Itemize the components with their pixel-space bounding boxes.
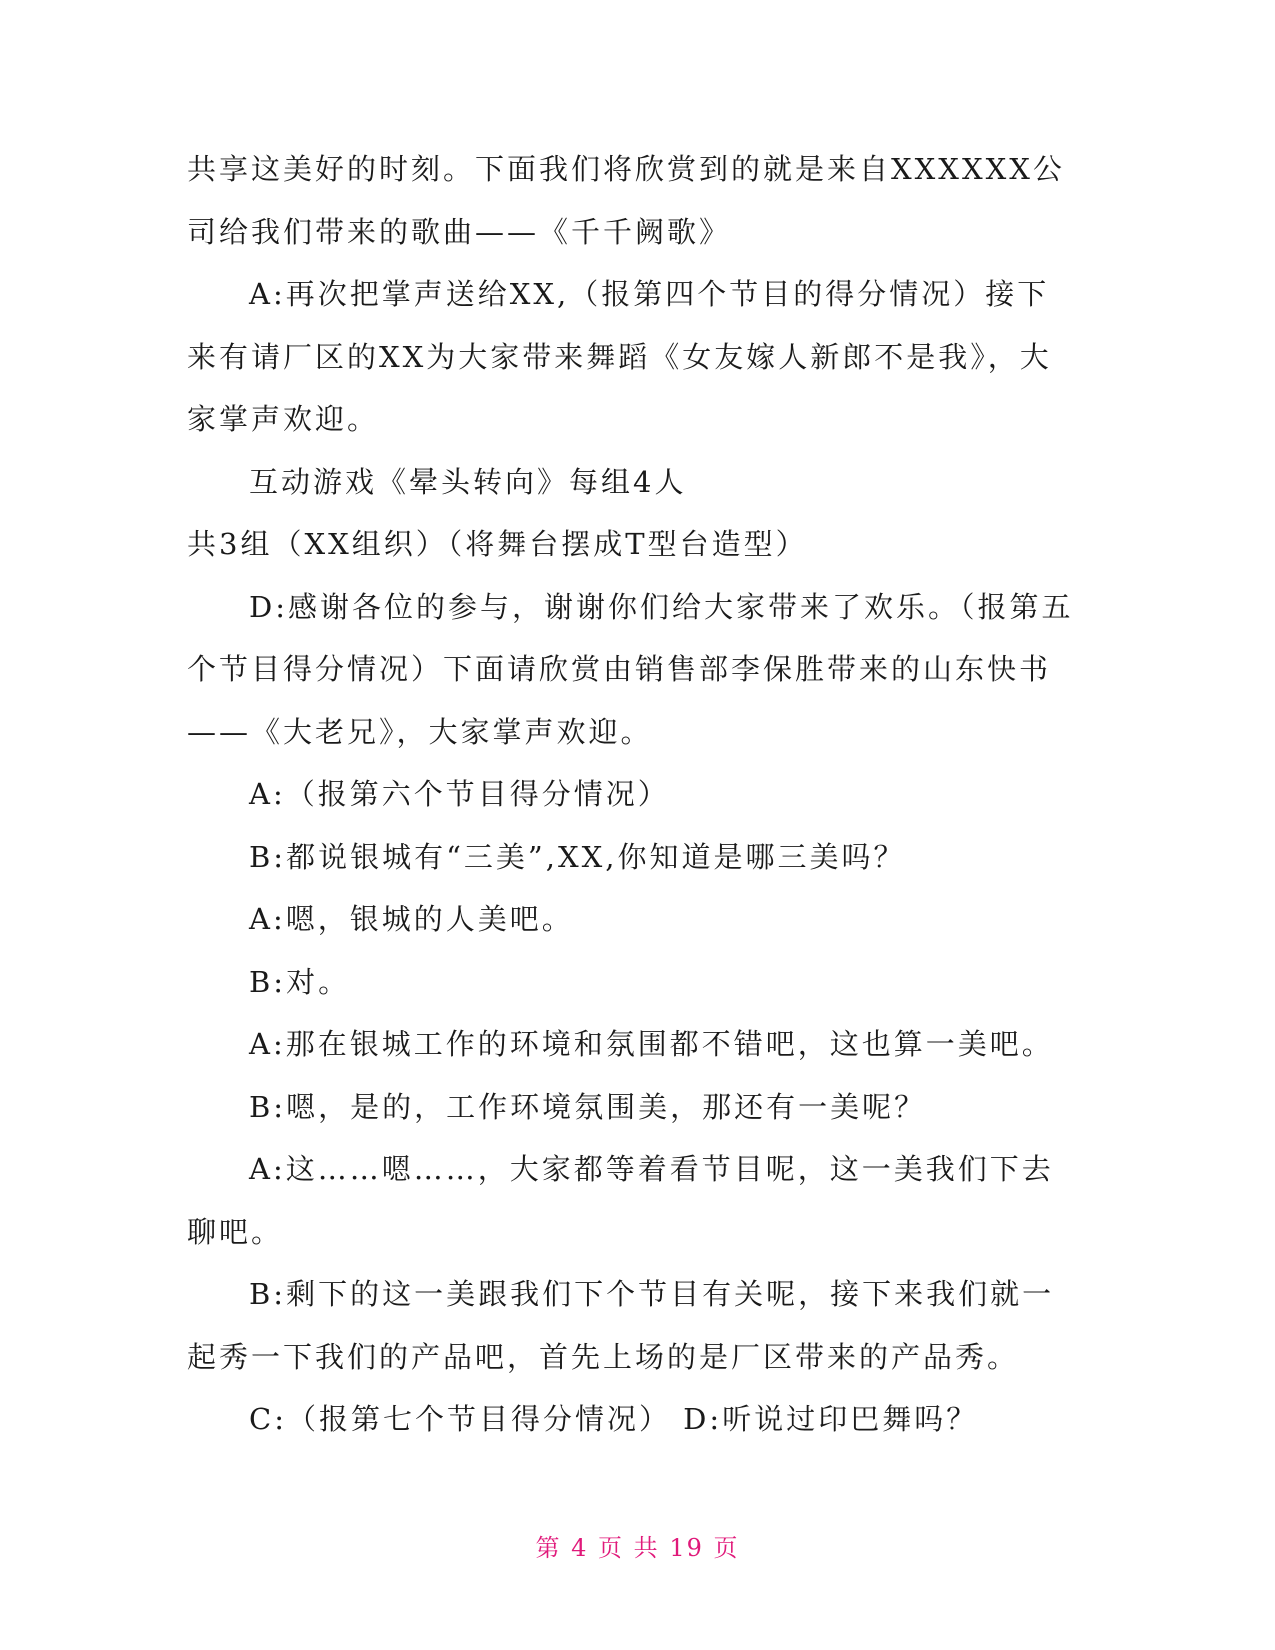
paragraph: 共享这美好的时刻。下面我们将欣赏到的就是来自XXXXXX公司给我们带来的歌曲——《千千阙歌》	[187, 152, 1065, 249]
current-page-number: 4	[571, 1534, 589, 1562]
paragraph: A:嗯，银城的人美吧。	[249, 902, 574, 936]
paragraph: C:（报第七个节目得分情况） D:听说过印巴舞吗？	[249, 1402, 979, 1436]
paragraph: A:（报第六个节目得分情况）	[249, 777, 670, 811]
page-number-footer	[0, 1528, 1275, 1563]
paragraph: D:感谢各位的参与，谢谢你们给大家带来了欢乐。（报第五个节目得分情况）下面请欣赏由销售部李保胜带来的山东快书——《大老兄》，大家掌声欢迎。	[187, 589, 1074, 749]
footer-middle: 页 共	[598, 1534, 660, 1562]
footer-prefix: 第	[535, 1534, 562, 1562]
paragraph: A:那在银城工作的环境和氛围都不错吧，这也算一美吧。	[249, 1027, 1054, 1061]
paragraph: B:都说银城有“三美”,XX,你知道是哪三美吗？	[249, 839, 906, 874]
footer-suffix: 页	[713, 1534, 740, 1562]
paragraph: 互动游戏《晕头转向》每组4人	[249, 464, 687, 499]
paragraph: A:再次把掌声送给XX,（报第四个节目的得分情况）接下来有请厂区的XX为大家带来舞蹈《女友嫁人新郎不是我》，大家掌声欢迎。	[187, 277, 1052, 436]
document-body	[187, 138, 1077, 1451]
paragraph: B:剩下的这一美跟我们下个节目有关呢，接下来我们就一起秀一下我们的产品吧，首先上场的是厂区带来的产品秀。	[187, 1277, 1055, 1374]
paragraph: A:这……嗯……，大家都等着看节目呢，这一美我们下去聊吧。	[187, 1152, 1054, 1249]
total-pages-number: 19	[669, 1534, 704, 1562]
paragraph: B:对。	[249, 964, 351, 999]
paragraph: 共3组（XX组织）（将舞台摆成T型台造型）	[187, 527, 808, 561]
paragraph: B:嗯，是的，工作环境氛围美，那还有一美呢？	[249, 1089, 927, 1124]
